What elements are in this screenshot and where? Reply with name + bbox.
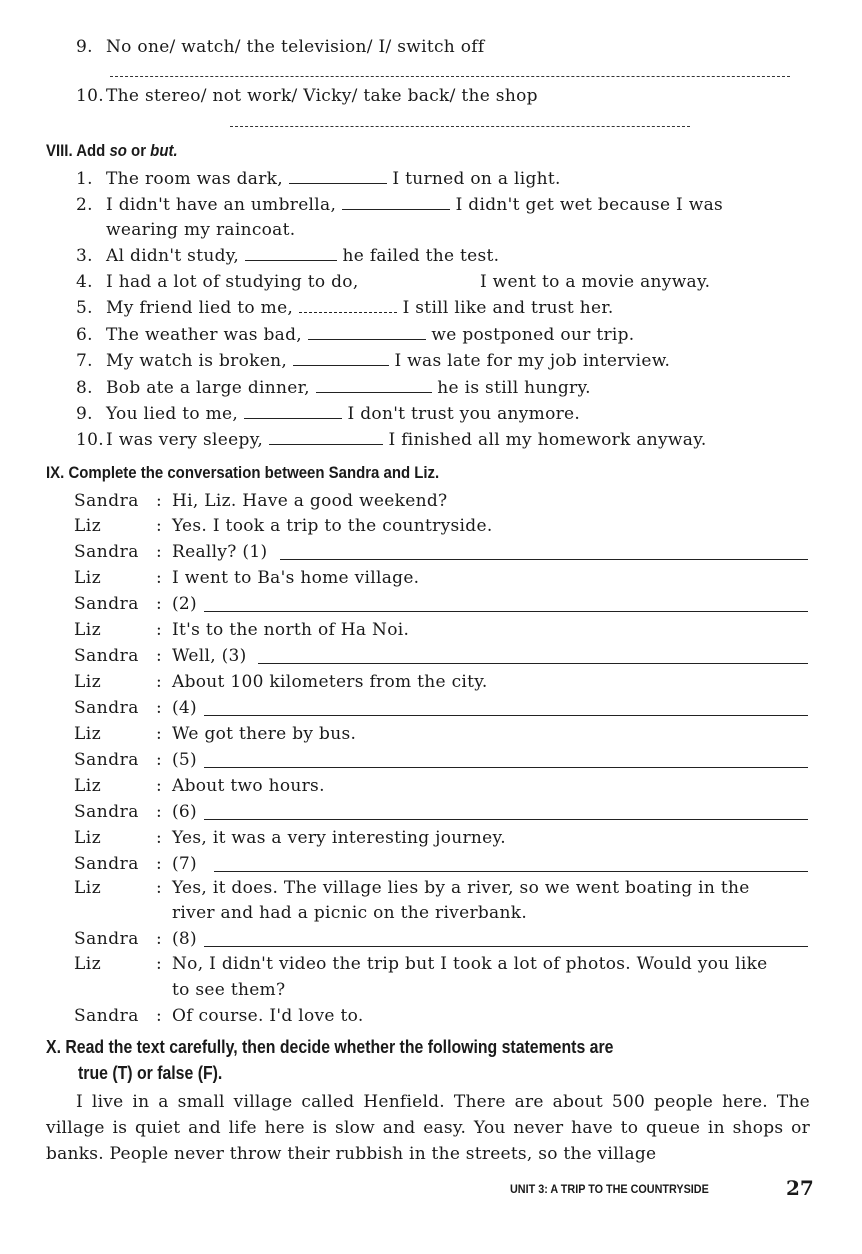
answer-blank[interactable]: [269, 430, 383, 445]
item-text: The stereo/ not work/ Vicky/ take back/ the shop: [106, 86, 538, 106]
exercise-item: 9. You lied to me, I don't trust you anymore.: [76, 404, 581, 424]
speaker-name: Liz: [74, 568, 102, 588]
speaker-colon: :: [156, 620, 162, 640]
speaker-name: Sandra: [74, 542, 139, 562]
item-number: 10.: [76, 86, 104, 106]
speaker-name: Sandra: [74, 646, 139, 666]
reading-passage: I live in a small village called Henfield. There are about 500 people here. The village is quiet and life here is slow and easy. You never have to queue in shops or banks. People never throw their rubbish in the streets, so the village: [46, 1092, 810, 1164]
exercise-item: [76, 85, 538, 107]
exercise-item: 2. I didn't have an umbrella, I didn't get wet because I was: [76, 195, 724, 215]
speaker-colon: :: [156, 802, 162, 822]
speaker-name: Liz: [74, 516, 102, 536]
speaker-colon: :: [156, 646, 162, 666]
dialogue-line: Yes. I took a trip to the countryside.: [172, 516, 493, 536]
speaker-colon: :: [156, 542, 162, 562]
speaker-name: Liz: [74, 776, 102, 796]
dialogue-line: Yes, it was a very interesting journey.: [172, 828, 506, 848]
answer-blank[interactable]: [308, 325, 426, 340]
answer-line[interactable]: [204, 946, 808, 947]
dialogue-line: (6): [172, 802, 197, 822]
dialogue-line: (5): [172, 750, 197, 770]
exercise-item: 6. The weather was bad, we postponed our trip.: [76, 325, 635, 345]
answer-blank[interactable]: [244, 404, 342, 419]
dialogue-line: river and had a picnic on the riverbank.: [172, 903, 528, 923]
dialogue-line: (7): [172, 854, 197, 874]
answer-line[interactable]: [204, 767, 808, 768]
answer-blank[interactable]: [342, 195, 450, 210]
answer-line[interactable]: [204, 611, 808, 612]
item-number: 9.: [76, 37, 93, 57]
exercise-item: 3. Al didn't study, he failed the test.: [76, 246, 500, 266]
item-text: No one/ watch/ the television/ I/ switch off: [106, 37, 485, 57]
dialogue-line: Really? (1): [172, 542, 268, 562]
speaker-colon: :: [156, 516, 162, 536]
speaker-name: Liz: [74, 724, 102, 744]
dialogue-line: Well, (3): [172, 646, 247, 666]
speaker-name: Liz: [74, 620, 102, 640]
section-heading: IX. Complete the conversation between Sandra and Liz.: [46, 463, 440, 482]
answer-blank[interactable]: [364, 272, 474, 287]
answer-line[interactable]: [204, 715, 808, 716]
speaker-name: Sandra: [74, 1006, 139, 1026]
exercise-item: 5. My friend lied to me, I still like and trust her.: [76, 298, 614, 318]
answer-line[interactable]: [204, 819, 808, 820]
section-heading: X. Read the text carefully, then decide whether the following statements are: [46, 1037, 614, 1057]
answer-blank[interactable]: [293, 351, 389, 366]
dialogue-line: Hi, Liz. Have a good weekend?: [172, 491, 448, 511]
exercise-item: 10. I was very sleepy, I finished all my homework anyway.: [76, 430, 707, 450]
answer-line[interactable]: [214, 871, 808, 872]
speaker-colon: :: [156, 878, 162, 898]
speaker-colon: :: [156, 1006, 162, 1026]
dialogue-line: No, I didn't video the trip but I took a lot of photos. Would you like: [172, 954, 768, 974]
exercise-item: 7. My watch is broken, I was late for my job interview.: [76, 351, 671, 371]
speaker-name: Liz: [74, 672, 102, 692]
section-heading-continuation: true (T) or false (F).: [78, 1063, 223, 1083]
speaker-colon: :: [156, 854, 162, 874]
dialogue-line: (8): [172, 929, 197, 949]
dialogue-line: Of course. I'd love to.: [172, 1006, 364, 1026]
page-number: 27: [786, 1176, 814, 1200]
section-heading: VIII. Add so or but.: [46, 141, 178, 160]
exercise-item: [76, 36, 484, 58]
dialogue-line: It's to the north of Ha Noi.: [172, 620, 410, 640]
speaker-colon: :: [156, 750, 162, 770]
speaker-colon: :: [156, 594, 162, 614]
dialogue-line: Yes, it does. The village lies by a river, so we went boating in the: [172, 878, 750, 898]
dialogue-line: (4): [172, 698, 197, 718]
speaker-colon: :: [156, 698, 162, 718]
speaker-colon: :: [156, 672, 162, 692]
speaker-colon: :: [156, 929, 162, 949]
speaker-colon: :: [156, 724, 162, 744]
speaker-name: Liz: [74, 878, 102, 898]
speaker-name: Liz: [74, 954, 102, 974]
answer-line[interactable]: [280, 559, 808, 560]
dialogue-line: About 100 kilometers from the city.: [172, 672, 488, 692]
speaker-colon: :: [156, 954, 162, 974]
speaker-name: Sandra: [74, 854, 139, 874]
exercise-item-continuation: wearing my raincoat.: [106, 220, 296, 240]
unit-label: UNIT 3: A TRIP TO THE COUNTRYSIDE: [510, 1182, 709, 1196]
exercise-item: 1. The room was dark, I turned on a light.: [76, 169, 561, 189]
answer-blank[interactable]: [289, 169, 387, 184]
dialogue-line: I went to Ba's home village.: [172, 568, 420, 588]
speaker-colon: :: [156, 491, 162, 511]
dialogue-line: We got there by bus.: [172, 724, 357, 744]
speaker-name: Sandra: [74, 491, 139, 511]
answer-blank[interactable]: [299, 298, 397, 313]
exercise-item: 8. Bob ate a large dinner, he is still hungry.: [76, 378, 591, 398]
speaker-name: Sandra: [74, 594, 139, 614]
answer-blank[interactable]: [245, 246, 337, 261]
speaker-colon: :: [156, 568, 162, 588]
exercise-item: 4. I had a lot of studying to do, I went to a movie anyway.: [76, 272, 711, 292]
speaker-name: Sandra: [74, 929, 139, 949]
speaker-colon: :: [156, 776, 162, 796]
answer-blank[interactable]: [316, 378, 432, 393]
speaker-name: Sandra: [74, 750, 139, 770]
dialogue-line: to see them?: [172, 980, 286, 1000]
answer-line[interactable]: [110, 76, 790, 77]
dialogue-line: (2): [172, 594, 197, 614]
answer-line[interactable]: [230, 126, 690, 127]
speaker-colon: :: [156, 828, 162, 848]
speaker-name: Sandra: [74, 802, 139, 822]
answer-line[interactable]: [258, 663, 808, 664]
dialogue-line: About two hours.: [172, 776, 325, 796]
speaker-name: Sandra: [74, 698, 139, 718]
speaker-name: Liz: [74, 828, 102, 848]
